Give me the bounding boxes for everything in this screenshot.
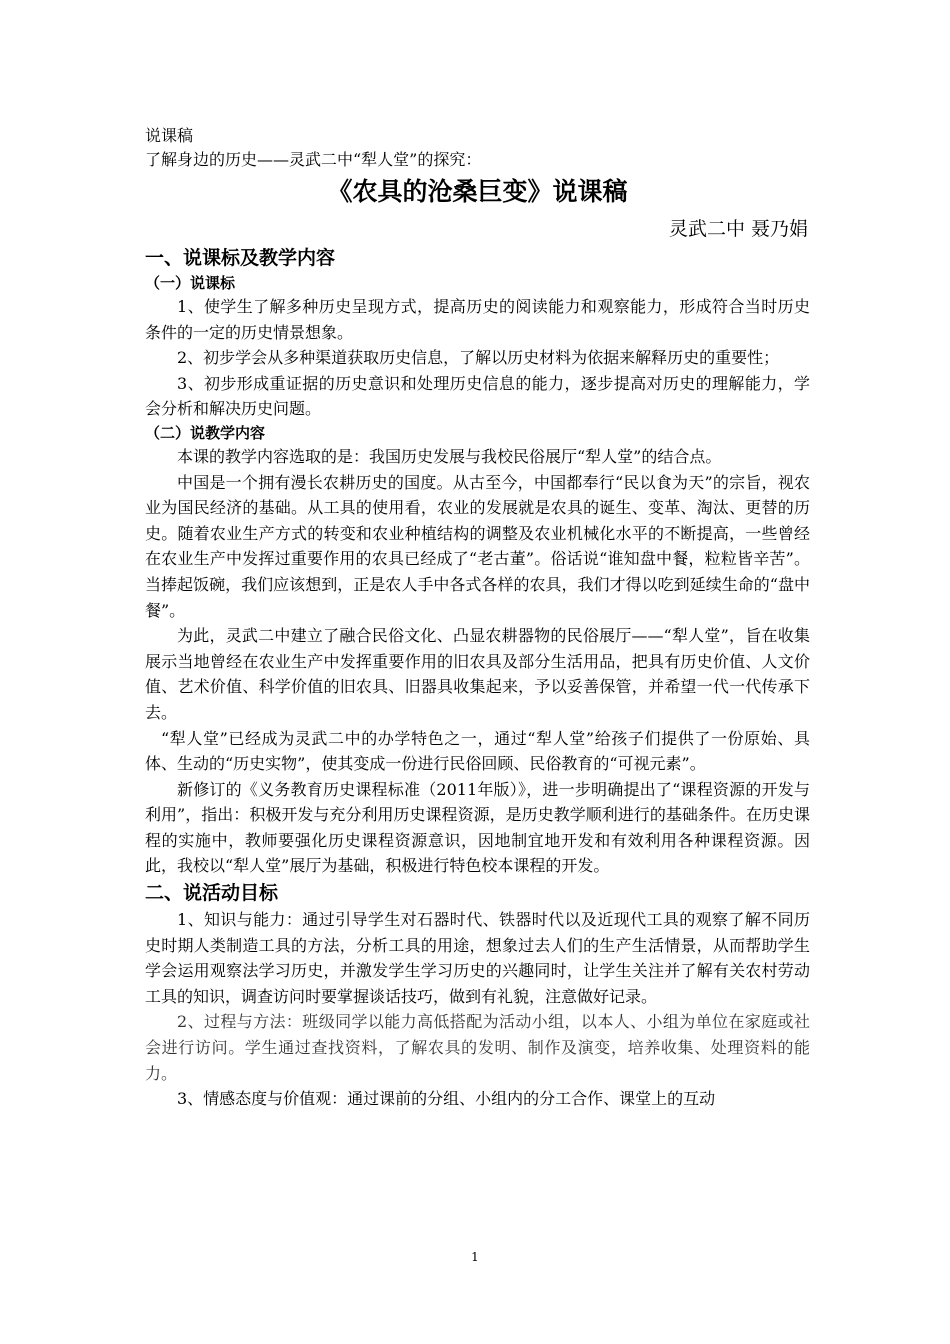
paragraph: 3、初步形成重证据的历史意识和处理历史信息的能力，逐步提高对历史的理解能力，学会分析和解决历史问题。 [145, 373, 810, 419]
document-page [145, 124, 810, 1112]
paragraph: 2、初步学会从多种渠道获取历史信息，了解以历史材料为依据来解释历史的重要性； [177, 348, 780, 368]
section-1-heading: 一、说课标及教学内容 [145, 247, 336, 269]
doc-subtitle: 了解身边的历史——灵武二中“犁人堂”的探究： [145, 150, 482, 169]
paragraph: 本课的教学内容选取的是：我国历史发展与我校民俗展厅“犁人堂”的结合点。 [177, 446, 722, 466]
paragraph: 1、使学生了解多种历史呈现方式，提高历史的阅读能力和观察能力，形成符合当时历史条件的一定的历史情景想象。 [145, 297, 810, 342]
paragraph: 1、知识与能力：通过引导学生对石器时代、铁器时代以及近现代工具的观察了解不同历史时期人类制造工具的方法，分析工具的用途，想象过去人们的生产生活情景，从而帮助学生学会运用观察法学习历史，并激发学生学习历史的兴趣同时，让学生关注并了解有关农村劳动工具的知识，调查访问时要掌握谈话技巧，做到有礼貌，注意做好记录。 [145, 910, 810, 1006]
subsection-2-heading: （二）说教学内容 [145, 423, 266, 442]
paragraph: 为此，灵武二中建立了融合民俗文化、凸显农耕器物的民俗展厅——“犁人堂”，旨在收集展示当地曾经在农业生产中发挥重要作用的旧农具及部分生活用品，把具有历史价值、人文价值、艺术价值、科学价值的旧农具、旧器具收集起来，予以妥善保管，并希望一代一代传承下去。 [145, 626, 810, 722]
page-number: 1 [471, 1250, 479, 1264]
doc-title: 《农具的沧桑巨变》说课稿 [327, 177, 628, 206]
section-2-heading: 二、说活动目标 [145, 882, 279, 905]
paragraph: 3、情感态度与价值观：通过课前的分组、小组内的分工合作、课堂上的互动 [177, 1089, 716, 1109]
subsection-1-heading: （一）说课标 [145, 274, 236, 292]
doc-label: 说课稿 [145, 126, 194, 145]
paragraph: 中国是一个拥有漫长农耕历史的国度。从古至今，中国都奉行“民以食为天”的宗旨，视农业为国民经济的基础。从工具的使用看，农业的发展就是农具的诞生、变革、淘汰、更替的历史。随着农业生产方式的转变和农业种植结构的调整及农业机械化水平的不断提高，一些曾经在农业生产中发挥过重要作用的农具已经成了“老古董”。俗话说“谁知盘中餐，粒粒皆辛苦”。当捧起饭碗，我们应该想到，正是农人手中各式各样的农具，我们才得以吃到延续生命的“盘中餐”。 [145, 472, 810, 620]
paragraph: 新修订的《义务教育历史课程标准（2011年版）》，进一步明确提出了“课程资源的开发与利用”，指出：积极开发与充分利用历史课程资源，是历史教学顺利进行的基础条件。在历史课程的实施中，教师要强化历史课程资源意识，因地制宜地开发和有效利用各种课程资源。因此，我校以“犁人堂”展厅为基础，积极进行特色校本课程的开发。 [145, 779, 810, 876]
paragraph: “犁人堂”已经成为灵武二中的办学特色之一，通过“犁人堂”给孩子们提供了一份原始、具体、生动的“历史实物”，使其变成一份进行民俗回顾、民俗教育的“可视元素”。 [145, 728, 810, 774]
paragraph: 2、过程与方法：班级同学以能力高低搭配为活动小组，以本人、小组为单位在家庭或社会进行访问。学生通过查找资料，了解农具的发明、制作及演变，培养收集、处理资料的能力。 [145, 1012, 810, 1083]
doc-author: 灵武二中 聂乃娟 [668, 218, 808, 240]
